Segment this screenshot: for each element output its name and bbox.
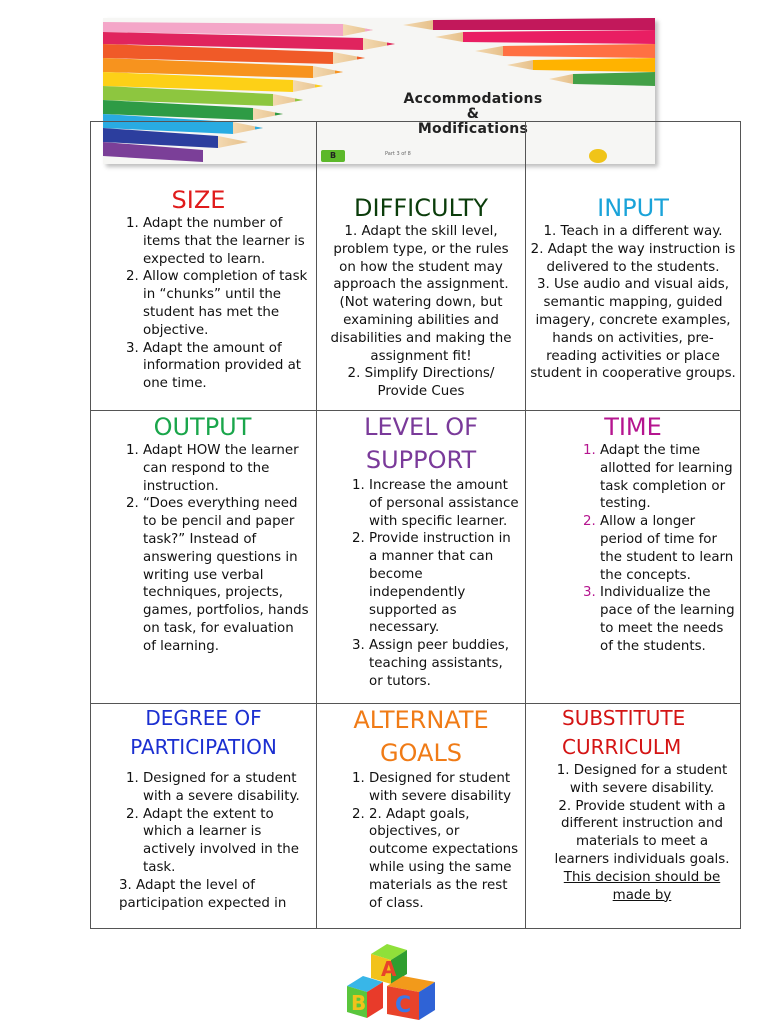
heading-input: INPUT (597, 194, 669, 222)
time-item-text: Individualize the pace of the learning to meet the needs of the students. (600, 585, 735, 654)
list-item: 1. Designed for a student with a severe disability. (143, 770, 310, 806)
heading-participation-line: PARTICIPATION (130, 735, 277, 759)
list-item: 2. “Does everything need to be pencil and paper task?” Instead of answering questions in writing use verbal techniques, projects, games, portfolios, hands on task, for evaluation of learning. (143, 495, 310, 655)
cell-participation (91, 704, 317, 929)
heading-support (317, 411, 525, 477)
abc-blocks-image (343, 940, 439, 1028)
heading-goals-line: ALTERNATE (353, 706, 489, 734)
list-output (91, 442, 316, 656)
heading-difficulty: DIFFICULTY (354, 194, 488, 222)
block-letter-a: A (381, 957, 397, 981)
input-text-3: 3. Use audio and visual aids, semantic mapping, guided imagery, concrete examples, hands on activities, pre-reading activities or place student in cooperative groups. (530, 277, 736, 382)
curriculum-text-2-underlined: This decision should be made by (563, 869, 721, 903)
block-letter-b: B (351, 991, 367, 1015)
cell-support (317, 411, 526, 704)
cell-input (526, 122, 741, 411)
heading-curriculum-line: CURRICULM (562, 735, 682, 759)
difficulty-text-2: 2. Simplify Directions/ Provide Cues (347, 366, 495, 400)
heading-support-line: SUPPORT (365, 446, 477, 474)
list-size (91, 215, 316, 393)
cell-output (91, 411, 317, 704)
banner-title-line: Accommodations (403, 91, 543, 107)
list-participation (91, 770, 316, 877)
heading-time: TIME (604, 413, 662, 441)
list-item (600, 584, 736, 655)
input-text-1: 1. Teach in a different way. (543, 224, 723, 239)
text-difficulty (317, 223, 525, 401)
input-text-2: 2. Adapt the way instruction is delivered to the students. (530, 241, 736, 275)
list-item: 3. Adapt the amount of information provided at one time. (143, 340, 310, 393)
list-item: 2. Adapt the extent to which a learner is actively involved in the task. (143, 806, 310, 877)
heading-goals-line: GOALS (379, 739, 463, 767)
cell-curriculum (526, 704, 741, 929)
block-letter-c: C (395, 993, 412, 1018)
list-item (600, 513, 736, 584)
text-input (526, 223, 740, 383)
heading-goals (317, 704, 525, 770)
list-goals (317, 770, 525, 912)
difficulty-text-1: 1. Adapt the skill level, problem type, or the rules on how the student may approach the assignment. (Not watering down, but examining abilities and disabilities and making the assignment fit! (330, 224, 512, 364)
cell-size (91, 122, 317, 411)
table-row (91, 122, 741, 411)
accommodations-table (90, 121, 741, 929)
cell-difficulty (317, 122, 526, 411)
list-item: 2. Provide instruction in a manner that can become independently supported as necessary. (369, 530, 519, 637)
curriculum-text-2-plain: 2. Provide student with a different instruction and materials to meet a learners individuals goals. (554, 798, 730, 867)
banner-title-line: & (466, 106, 480, 122)
accommodations-grid (90, 121, 740, 927)
list-support (317, 477, 525, 691)
cell-time (526, 411, 741, 704)
list-item (600, 442, 736, 513)
list-item: 2. 2. Adapt goals, objectives, or outcome expectations while using the same materials as the rest of class. (369, 806, 519, 913)
heading-size: SIZE (171, 186, 226, 214)
list-item: 1. Adapt HOW the learner can respond to the instruction. (143, 442, 310, 495)
banner-badge: B (321, 150, 345, 162)
time-item-text: Allow a longer period of time for the student to learn the concepts. (600, 514, 734, 583)
banner-title-line: Modifications (417, 121, 529, 137)
list-item: 1. Adapt the number of items that the learner is expected to learn. (143, 215, 310, 268)
heading-participation (91, 704, 316, 762)
list-item: 1. Designed for student with severe disability (369, 770, 519, 806)
table-row (91, 704, 741, 929)
list-time (526, 442, 740, 656)
time-item-text: Adapt the time allotted for learning task completion or testing. (600, 443, 733, 512)
curriculum-text-1: 1. Designed for a student with severe disability. (556, 763, 728, 796)
table-row (91, 411, 741, 704)
participation-text-3: 3. Adapt the level of participation expected in (119, 877, 287, 911)
heading-output: OUTPUT (153, 413, 252, 441)
heading-participation-line: DEGREE OF (145, 706, 262, 730)
banner-part-label: Part 3 of 8 (385, 151, 411, 157)
list-item: 2. Allow completion of task in “chunks” until the student has met the objective. (143, 268, 310, 339)
curriculum-text-2 (550, 798, 734, 905)
abc-blocks-icon (343, 940, 439, 1024)
cell-goals (317, 704, 526, 929)
text-curriculum (526, 762, 740, 904)
heading-curriculum (526, 704, 740, 762)
list-item: 1. Increase the amount of personal assistance with specific learner. (369, 477, 519, 530)
heading-curriculum-line: SUBSTITUTE (562, 706, 686, 730)
heading-support-line: LEVEL OF (364, 413, 478, 441)
list-item: 3. Assign peer buddies, teaching assistants, or tutors. (369, 637, 519, 690)
